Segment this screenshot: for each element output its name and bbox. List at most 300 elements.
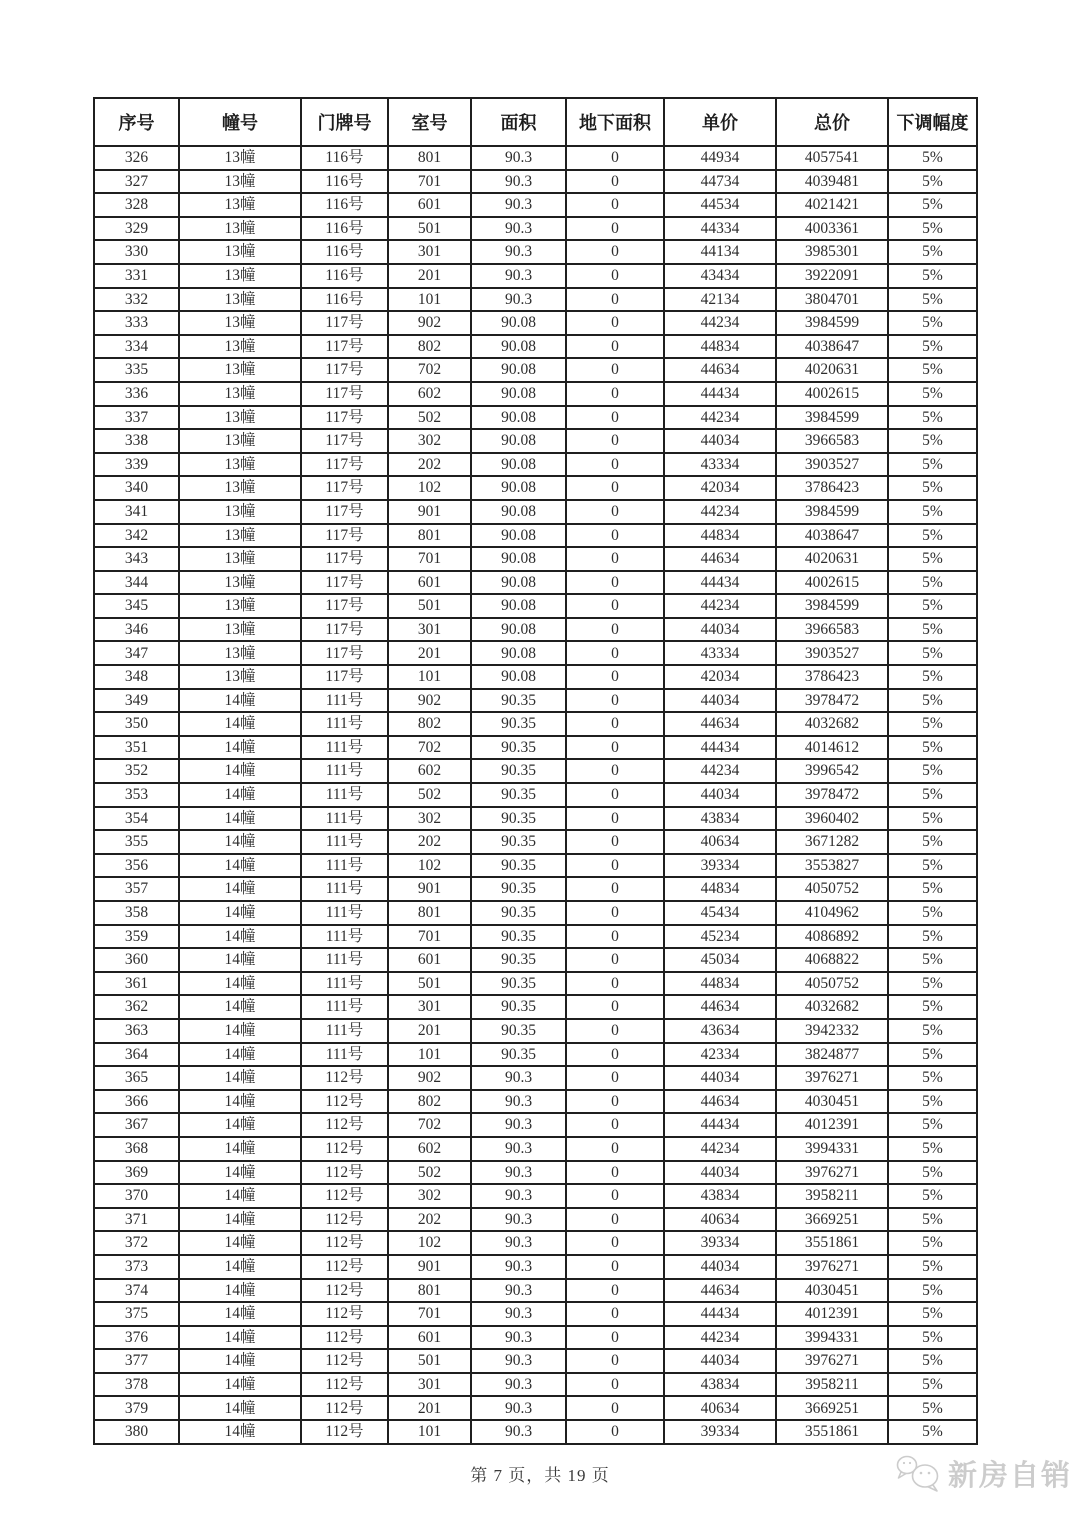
table-cell: 5% [888,1184,977,1208]
table-cell: 13幢 [179,406,301,430]
table-cell: 201 [388,641,471,665]
table-cell: 3903527 [776,453,888,477]
table-cell: 356 [94,854,179,878]
table-cell: 329 [94,217,179,241]
table-cell: 0 [566,1137,664,1161]
table-cell: 5% [888,1420,977,1444]
table-cell: 14幢 [179,948,301,972]
table-row [94,406,977,430]
table-cell: 3966583 [776,618,888,642]
table-cell: 111号 [301,830,388,854]
table-cell: 341 [94,500,179,524]
table-cell: 5% [888,925,977,949]
table-cell: 335 [94,358,179,382]
table-cell: 701 [388,925,471,949]
table-cell: 90.08 [471,476,566,500]
table-cell: 0 [566,429,664,453]
table-cell: 3984599 [776,406,888,430]
table-cell: 13幢 [179,382,301,406]
table-cell: 90.08 [471,453,566,477]
table-cell: 3984599 [776,500,888,524]
table-cell: 111号 [301,901,388,925]
table-cell: 44034 [664,783,776,807]
table-cell: 5% [888,1043,977,1067]
table-cell: 601 [388,193,471,217]
table-cell: 5% [888,1113,977,1137]
table-cell: 601 [388,948,471,972]
table-cell: 44534 [664,193,776,217]
table-cell: 90.08 [471,500,566,524]
price-table [93,97,978,1445]
table-row [94,358,977,382]
table-cell: 45034 [664,948,776,972]
table-cell: 901 [388,1255,471,1279]
table-cell: 90.35 [471,1043,566,1067]
table-row [94,972,977,996]
table-cell: 376 [94,1326,179,1350]
table-cell: 5% [888,264,977,288]
table-cell: 901 [388,877,471,901]
table-cell: 4002615 [776,571,888,595]
table-cell: 14幢 [179,712,301,736]
table-cell: 111号 [301,854,388,878]
table-row [94,217,977,241]
table-cell: 4020631 [776,358,888,382]
table-cell: 90.35 [471,948,566,972]
table-cell: 14幢 [179,1279,301,1303]
table-cell: 14幢 [179,1396,301,1420]
table-cell: 5% [888,1137,977,1161]
table-cell: 326 [94,146,179,170]
table-cell: 90.35 [471,972,566,996]
table-cell: 13幢 [179,193,301,217]
table-cell: 347 [94,641,179,665]
table-cell: 0 [566,476,664,500]
table-cell: 116号 [301,146,388,170]
table-cell: 13幢 [179,429,301,453]
table-cell: 116号 [301,240,388,264]
table-cell: 3669251 [776,1396,888,1420]
table-cell: 3903527 [776,641,888,665]
table-cell: 117号 [301,335,388,359]
table-cell: 501 [388,594,471,618]
table-cell: 0 [566,759,664,783]
table-cell: 14幢 [179,1373,301,1397]
table-cell: 90.08 [471,641,566,665]
table-cell: 14幢 [179,1302,301,1326]
table-cell: 90.3 [471,1208,566,1232]
table-cell: 0 [566,1161,664,1185]
table-cell: 201 [388,1019,471,1043]
table-cell: 14幢 [179,972,301,996]
table-cell: 0 [566,925,664,949]
table-cell: 5% [888,807,977,831]
table-cell: 101 [388,288,471,312]
table-cell: 90.3 [471,1349,566,1373]
table-cell: 0 [566,547,664,571]
table-cell: 101 [388,1043,471,1067]
table-cell: 3966583 [776,429,888,453]
table-cell: 90.35 [471,901,566,925]
table-row [94,146,977,170]
table-cell: 202 [388,1208,471,1232]
table-cell: 361 [94,972,179,996]
table-cell: 0 [566,901,664,925]
table-cell: 90.3 [471,1184,566,1208]
table-row [94,830,977,854]
table-cell: 5% [888,288,977,312]
table-cell: 44034 [664,618,776,642]
table-cell: 0 [566,1090,664,1114]
table-cell: 4032682 [776,995,888,1019]
table-cell: 42134 [664,288,776,312]
table-cell: 501 [388,972,471,996]
table-cell: 339 [94,453,179,477]
table-cell: 374 [94,1279,179,1303]
table-cell: 372 [94,1231,179,1255]
table-cell: 5% [888,476,977,500]
table-cell: 90.3 [471,1161,566,1185]
table-cell: 14幢 [179,1184,301,1208]
table-cell: 5% [888,759,977,783]
table-cell: 3942332 [776,1019,888,1043]
table-cell: 3996542 [776,759,888,783]
table-cell: 111号 [301,972,388,996]
table-cell: 601 [388,571,471,595]
table-cell: 5% [888,1373,977,1397]
table-cell: 602 [388,759,471,783]
table-cell: 4050752 [776,972,888,996]
table-cell: 90.3 [471,288,566,312]
table-cell: 90.35 [471,854,566,878]
table-cell: 3984599 [776,594,888,618]
table-cell: 14幢 [179,1255,301,1279]
table-cell: 602 [388,382,471,406]
table-cell: 44234 [664,1137,776,1161]
table-cell: 0 [566,641,664,665]
table-cell: 0 [566,972,664,996]
table-cell: 112号 [301,1208,388,1232]
table-row [94,1019,977,1043]
table-cell: 13幢 [179,571,301,595]
table-cell: 90.35 [471,712,566,736]
table-cell: 90.3 [471,170,566,194]
table-cell: 111号 [301,712,388,736]
table-row [94,170,977,194]
table-cell: 4104962 [776,901,888,925]
table-cell: 802 [388,1090,471,1114]
table-cell: 3958211 [776,1184,888,1208]
table-cell: 0 [566,217,664,241]
table-cell: 5% [888,1231,977,1255]
column-header: 幢号 [179,98,301,146]
table-cell: 302 [388,1184,471,1208]
table-cell: 344 [94,571,179,595]
table-cell: 111号 [301,759,388,783]
table-cell: 117号 [301,547,388,571]
table-cell: 5% [888,972,977,996]
table-cell: 366 [94,1090,179,1114]
table-cell: 0 [566,712,664,736]
table-cell: 352 [94,759,179,783]
table-cell: 4086892 [776,925,888,949]
table-cell: 112号 [301,1231,388,1255]
table-cell: 0 [566,995,664,1019]
table-cell: 5% [888,547,977,571]
table-cell: 363 [94,1019,179,1043]
chat-bubbles-icon [894,1452,944,1494]
table-cell: 90.08 [471,311,566,335]
table-cell: 3984599 [776,311,888,335]
table-cell: 3976271 [776,1349,888,1373]
table-row [94,641,977,665]
table-cell: 90.08 [471,429,566,453]
table-cell: 345 [94,594,179,618]
table-row [94,1396,977,1420]
table-cell: 112号 [301,1326,388,1350]
table-cell: 4030451 [776,1279,888,1303]
column-header: 门牌号 [301,98,388,146]
table-cell: 14幢 [179,759,301,783]
table-cell: 5% [888,382,977,406]
table-cell: 3824877 [776,1043,888,1067]
table-row [94,1161,977,1185]
table-cell: 702 [388,736,471,760]
table-cell: 40634 [664,830,776,854]
table-cell: 362 [94,995,179,1019]
table-cell: 333 [94,311,179,335]
table-cell: 14幢 [179,901,301,925]
table-cell: 13幢 [179,217,301,241]
table-cell: 0 [566,736,664,760]
table-cell: 3976271 [776,1066,888,1090]
table-cell: 802 [388,335,471,359]
table-cell: 44334 [664,217,776,241]
table-cell: 14幢 [179,1326,301,1350]
table-cell: 90.35 [471,925,566,949]
table-cell: 90.3 [471,1113,566,1137]
table-cell: 0 [566,1231,664,1255]
table-cell: 801 [388,901,471,925]
table-cell: 112号 [301,1420,388,1444]
table-cell: 112号 [301,1302,388,1326]
table-cell: 44034 [664,1349,776,1373]
table-cell: 117号 [301,665,388,689]
table-cell: 14幢 [179,1137,301,1161]
table-cell: 0 [566,1279,664,1303]
table-cell: 4030451 [776,1090,888,1114]
table-cell: 502 [388,406,471,430]
table-cell: 14幢 [179,1066,301,1090]
table-cell: 116号 [301,264,388,288]
table-cell: 13幢 [179,641,301,665]
table-cell: 5% [888,1279,977,1303]
table-cell: 5% [888,240,977,264]
table-cell: 901 [388,500,471,524]
table-row [94,925,977,949]
table-cell: 5% [888,641,977,665]
table-cell: 5% [888,948,977,972]
table-cell: 44434 [664,571,776,595]
table-cell: 112号 [301,1396,388,1420]
table-cell: 44834 [664,972,776,996]
table-cell: 111号 [301,1019,388,1043]
table-cell: 44234 [664,1326,776,1350]
table-cell: 364 [94,1043,179,1067]
table-cell: 0 [566,193,664,217]
table-cell: 202 [388,830,471,854]
table-cell: 117号 [301,453,388,477]
table-cell: 111号 [301,995,388,1019]
table-cell: 0 [566,311,664,335]
table-cell: 44834 [664,877,776,901]
table-cell: 3671282 [776,830,888,854]
table-cell: 111号 [301,783,388,807]
table-cell: 90.3 [471,1373,566,1397]
table-cell: 14幢 [179,1043,301,1067]
table-cell: 0 [566,571,664,595]
table-cell: 350 [94,712,179,736]
table-cell: 301 [388,618,471,642]
table-row [94,783,977,807]
column-header: 总价 [776,98,888,146]
table-row [94,689,977,713]
table-row [94,547,977,571]
table-cell: 701 [388,170,471,194]
table-cell: 371 [94,1208,179,1232]
table-cell: 39334 [664,1420,776,1444]
table-cell: 0 [566,807,664,831]
table-cell: 102 [388,476,471,500]
table-cell: 44834 [664,524,776,548]
table-cell: 44934 [664,146,776,170]
table-cell: 5% [888,429,977,453]
table-cell: 330 [94,240,179,264]
table-row [94,382,977,406]
table-row [94,335,977,359]
table-cell: 13幢 [179,170,301,194]
table-row [94,476,977,500]
table-cell: 4003361 [776,217,888,241]
table-cell: 117号 [301,358,388,382]
table-cell: 5% [888,618,977,642]
table-cell: 90.35 [471,877,566,901]
table-cell: 5% [888,830,977,854]
column-header: 面积 [471,98,566,146]
table-cell: 14幢 [179,1208,301,1232]
column-header: 下调幅度 [888,98,977,146]
table-row [94,500,977,524]
table-cell: 117号 [301,594,388,618]
column-header: 单价 [664,98,776,146]
table-cell: 14幢 [179,1420,301,1444]
table-cell: 3985301 [776,240,888,264]
table-cell: 44634 [664,358,776,382]
table-cell: 4038647 [776,335,888,359]
table-row [94,1255,977,1279]
table-cell: 90.08 [471,335,566,359]
table-cell: 3551861 [776,1420,888,1444]
table-cell: 3978472 [776,689,888,713]
table-row [94,1137,977,1161]
table-cell: 5% [888,1090,977,1114]
table-cell: 117号 [301,641,388,665]
table-cell: 90.3 [471,1396,566,1420]
table-cell: 3978472 [776,783,888,807]
table-cell: 375 [94,1302,179,1326]
table-cell: 4039481 [776,170,888,194]
table-cell: 90.35 [471,807,566,831]
table-cell: 14幢 [179,877,301,901]
table-cell: 90.3 [471,1326,566,1350]
table-cell: 5% [888,1349,977,1373]
table-cell: 44234 [664,311,776,335]
table-cell: 4050752 [776,877,888,901]
table-cell: 377 [94,1349,179,1373]
table-cell: 90.3 [471,1302,566,1326]
table-cell: 3960402 [776,807,888,831]
table-cell: 701 [388,1302,471,1326]
table-cell: 111号 [301,877,388,901]
table-cell: 44434 [664,1302,776,1326]
table-cell: 14幢 [179,1231,301,1255]
table-cell: 342 [94,524,179,548]
table-cell: 602 [388,1137,471,1161]
table-cell: 40634 [664,1396,776,1420]
table-cell: 0 [566,1420,664,1444]
table-cell: 365 [94,1066,179,1090]
table-cell: 112号 [301,1137,388,1161]
column-header: 室号 [388,98,471,146]
table-cell: 0 [566,1373,664,1397]
table-cell: 0 [566,618,664,642]
table-cell: 5% [888,736,977,760]
table-cell: 111号 [301,1043,388,1067]
table-cell: 44034 [664,1161,776,1185]
table-cell: 3786423 [776,476,888,500]
table-cell: 0 [566,382,664,406]
table-cell: 112号 [301,1090,388,1114]
table-cell: 801 [388,1279,471,1303]
table-row [94,1066,977,1090]
table-cell: 301 [388,240,471,264]
table-cell: 0 [566,264,664,288]
table-row [94,193,977,217]
table-cell: 336 [94,382,179,406]
table-row [94,311,977,335]
table-row [94,948,977,972]
table-cell: 90.08 [471,665,566,689]
table-cell: 369 [94,1161,179,1185]
table-cell: 5% [888,594,977,618]
table-cell: 902 [388,1066,471,1090]
table-cell: 44634 [664,712,776,736]
table-cell: 3994331 [776,1326,888,1350]
table-cell: 45434 [664,901,776,925]
table-cell: 90.3 [471,1137,566,1161]
table-row [94,995,977,1019]
table-cell: 45234 [664,925,776,949]
table-cell: 4038647 [776,524,888,548]
table-cell: 112号 [301,1113,388,1137]
table-cell: 90.3 [471,193,566,217]
table-cell: 5% [888,1302,977,1326]
table-cell: 0 [566,830,664,854]
table-cell: 5% [888,146,977,170]
table-cell: 5% [888,783,977,807]
table-cell: 5% [888,1066,977,1090]
table-cell: 5% [888,453,977,477]
